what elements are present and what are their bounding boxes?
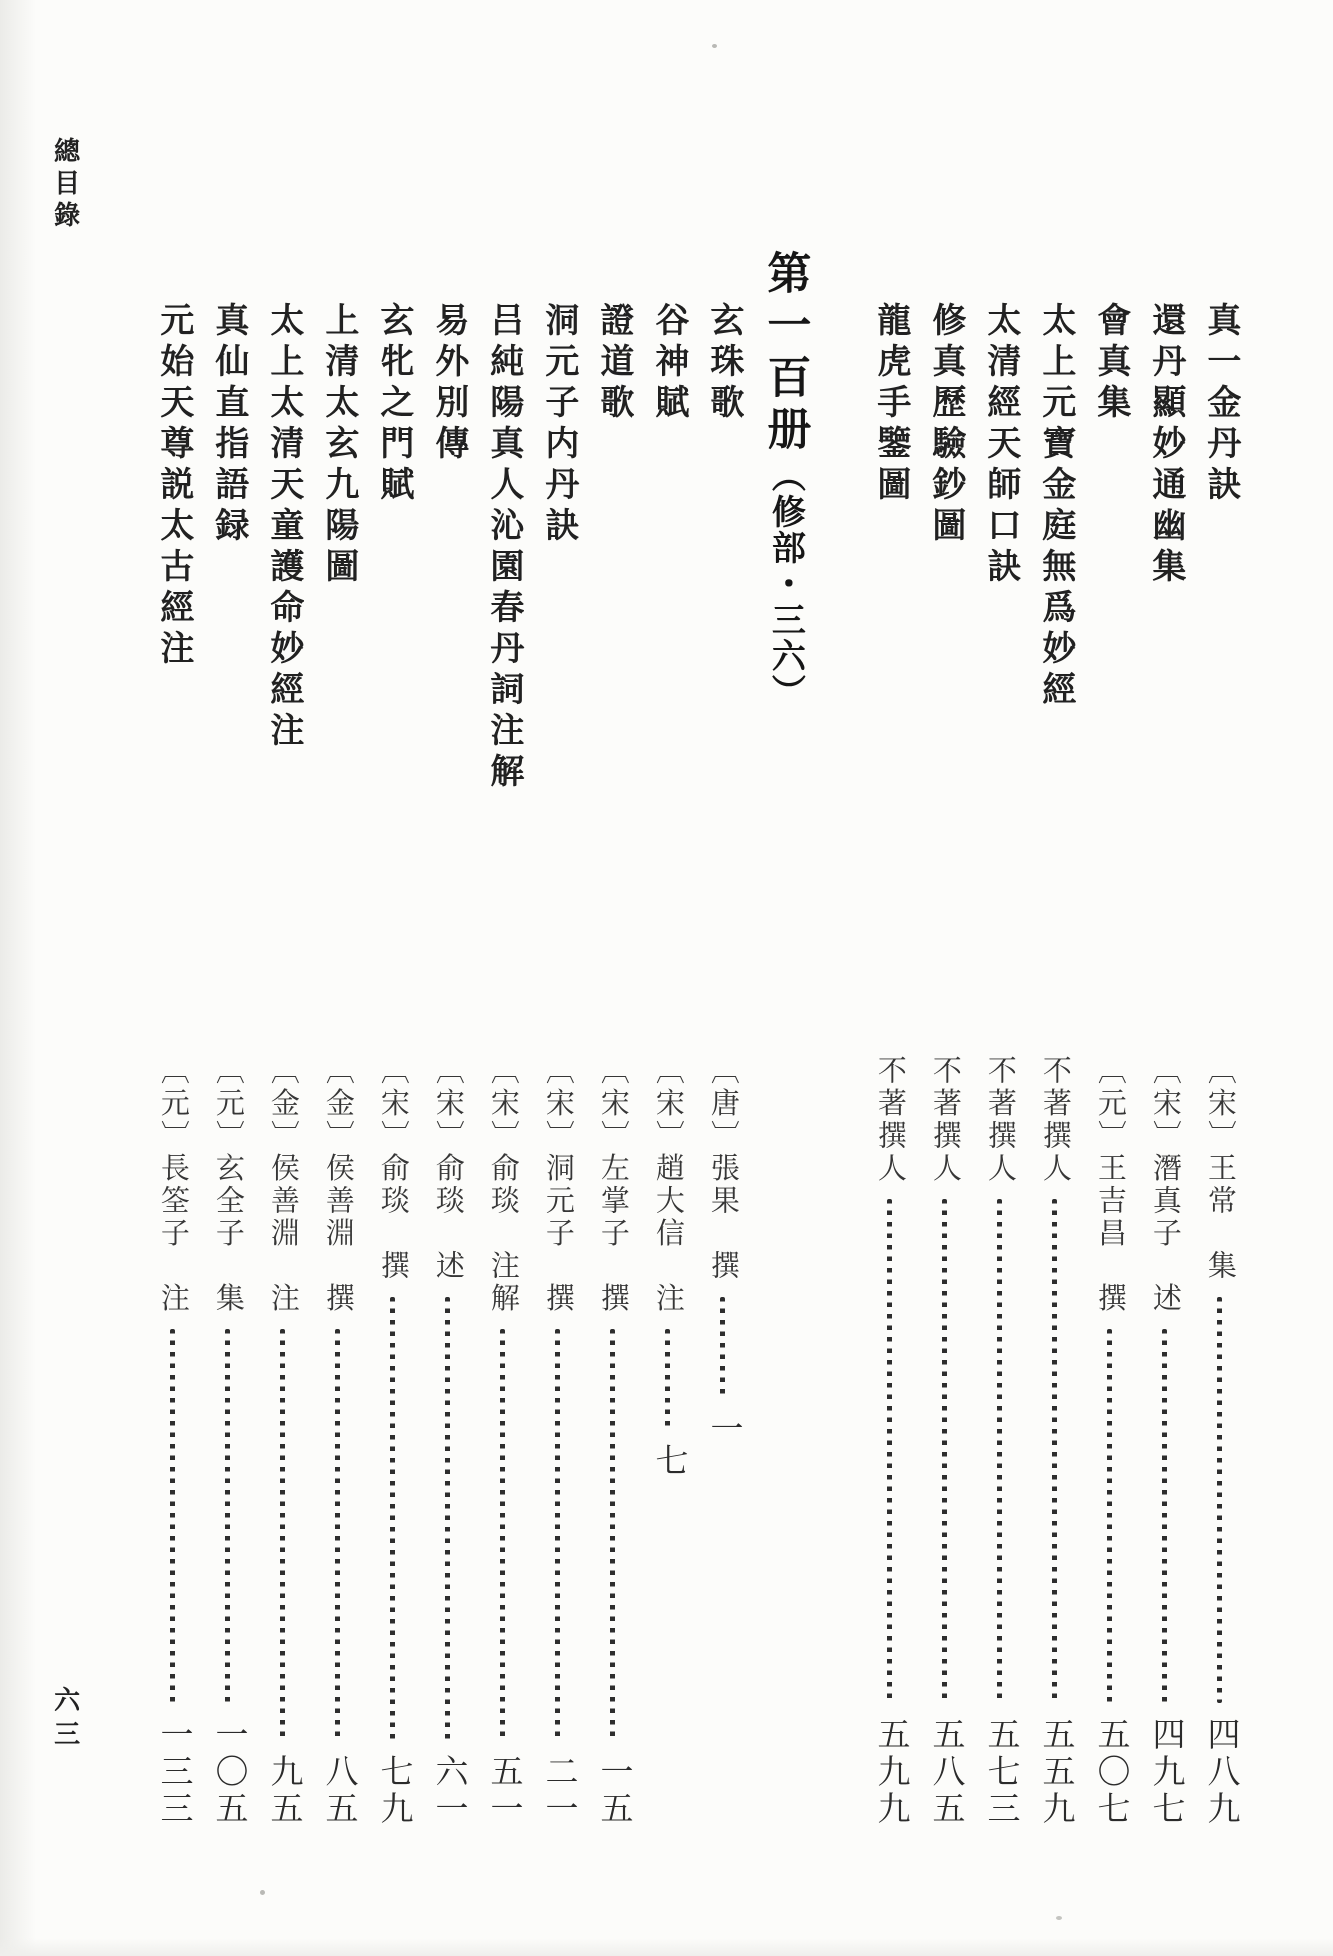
toc-entry: [310, 250, 365, 1828]
entry-page-number: 四九七: [1147, 1717, 1184, 1828]
leader-dots: [280, 1329, 285, 1740]
toc-entry: [255, 250, 310, 1828]
entry-attribution: 〔金〕侯善淵 撰: [321, 1055, 354, 1315]
scan-speck: [712, 44, 717, 48]
toc-entry: [1082, 250, 1137, 1828]
volume-title: [758, 250, 811, 710]
entry-title: 玄珠歌: [704, 302, 742, 425]
entry-page-number: 五八五: [927, 1717, 964, 1828]
entry-page-number: 九五: [265, 1754, 302, 1828]
entry-page-number: 五七三: [982, 1717, 1019, 1828]
entry-title: 吕純陽真人沁園春丹詞注解: [484, 302, 522, 794]
leader-dots: [887, 1199, 892, 1703]
toc-entry: [1192, 250, 1247, 1828]
entry-page-number: 五〇七: [1092, 1717, 1129, 1828]
leader-dots: [445, 1297, 450, 1741]
leader-dots: [555, 1329, 560, 1740]
leader-dots: [942, 1199, 947, 1703]
entry-title: 會真集: [1091, 302, 1129, 425]
toc-columns: [145, 250, 1247, 1828]
entry-page-number: 五五九: [1037, 1717, 1074, 1828]
entry-attribution: 〔元〕王吉昌 撰: [1093, 1055, 1126, 1315]
entry-attribution: 〔宋〕王常 集: [1203, 1055, 1236, 1283]
entry-title: 上清太玄九陽圖: [319, 302, 357, 589]
entry-title: 太上太清天童護命妙經注: [264, 302, 302, 753]
entry-page-number: 一三三: [155, 1717, 192, 1828]
entry-title: 元始天尊説太古經注: [154, 302, 192, 671]
toc-entry: [1027, 250, 1082, 1828]
entry-title: 龍虎手鑒圖: [871, 302, 909, 507]
leader-dots: [997, 1199, 1002, 1703]
entry-title: 證道歌: [594, 302, 632, 425]
entry-title: 太清經天師口訣: [981, 302, 1019, 589]
toc-entry: [420, 250, 475, 1828]
leader-dots: [335, 1329, 340, 1740]
entry-attribution: 〔宋〕趙大信 注: [651, 1055, 684, 1315]
entry-title: 還丹顯妙通幽集: [1146, 302, 1184, 589]
running-head: 總目錄: [50, 137, 80, 233]
toc-entry: [530, 250, 585, 1828]
entry-attribution: 〔元〕長筌子 注: [156, 1055, 189, 1315]
entry-page-number: 七九: [375, 1754, 412, 1828]
entry-title: 修真歷驗鈔圖: [926, 302, 964, 548]
toc-entry: [200, 250, 255, 1828]
entry-page-number: 一五: [595, 1754, 632, 1828]
toc-entry: [862, 250, 917, 1828]
leader-dots: [1217, 1297, 1222, 1704]
entry-title: 太上元寶金庭無爲妙經: [1036, 302, 1074, 712]
entry-attribution: 〔宋〕俞琰 撰: [376, 1055, 409, 1283]
entry-title: 真一金丹訣: [1201, 302, 1239, 507]
toc-entry: [475, 250, 530, 1828]
toc-entry: [1137, 250, 1192, 1828]
entry-attribution: 〔宋〕潛真子 述: [1148, 1055, 1181, 1315]
entry-attribution: 〔金〕侯善淵 注: [266, 1055, 299, 1315]
leader-dots: [1052, 1199, 1057, 1703]
leader-dots: [610, 1329, 615, 1740]
entry-attribution: 不著撰人: [1038, 1055, 1071, 1185]
leader-dots: [225, 1329, 230, 1703]
entry-page-number: 八五: [320, 1754, 357, 1828]
entry-attribution: 不著撰人: [928, 1055, 961, 1185]
toc-entry: [972, 250, 1027, 1828]
entry-title: 易外別傳: [429, 302, 467, 466]
entry-title: 真仙直指語録: [209, 302, 247, 548]
leader-dots: [390, 1297, 395, 1741]
entry-title: 玄牝之門賦: [374, 302, 412, 507]
toc-entry: [365, 250, 420, 1828]
scan-speck: [1056, 1916, 1062, 1920]
entry-page-number: 一: [705, 1410, 742, 1448]
entry-page-number: 四八九: [1202, 1717, 1239, 1828]
entry-attribution: 〔宋〕左掌子 撰: [596, 1055, 629, 1315]
entry-page-number: 一〇五: [210, 1717, 247, 1828]
volume-title-subtitle: （修部・三六）: [766, 458, 804, 710]
entry-page-number: 五九九: [872, 1717, 909, 1828]
entry-attribution: 〔唐〕張果 撰: [706, 1055, 739, 1283]
entry-page-number: 七: [650, 1443, 687, 1480]
entry-page-number: 五一: [485, 1754, 522, 1828]
volume-title-column: [754, 250, 814, 1828]
toc-entry: [145, 250, 200, 1828]
leader-dots: [170, 1329, 175, 1703]
entry-attribution: 〔宋〕俞琰 注解: [486, 1055, 519, 1315]
entry-page-number: 六一: [430, 1754, 467, 1828]
entry-attribution: 〔宋〕洞元子 撰: [541, 1055, 574, 1315]
leader-dots: [1162, 1329, 1167, 1703]
entry-attribution: 〔元〕玄全子 集: [211, 1055, 244, 1315]
leader-dots: [500, 1329, 505, 1740]
toc-entry: [695, 250, 750, 1828]
toc-entry: [585, 250, 640, 1828]
entry-title: 谷神賦: [649, 302, 687, 425]
toc-entry: [640, 250, 695, 1828]
entry-attribution: 〔宋〕俞琰 述: [431, 1055, 464, 1283]
leader-dots: [1107, 1329, 1112, 1703]
entry-attribution: 不著撰人: [983, 1055, 1016, 1185]
scan-speck: [260, 1890, 265, 1895]
entry-title: 洞元子内丹訣: [539, 302, 577, 548]
entry-attribution: 不著撰人: [873, 1055, 906, 1185]
page-folio: 六三: [50, 1686, 80, 1754]
leader-dots: [665, 1329, 670, 1429]
toc-entry: [917, 250, 972, 1828]
leader-dots: [720, 1297, 725, 1397]
entry-page-number: 二一: [540, 1754, 577, 1828]
volume-title-main: 第一百册: [760, 250, 810, 458]
